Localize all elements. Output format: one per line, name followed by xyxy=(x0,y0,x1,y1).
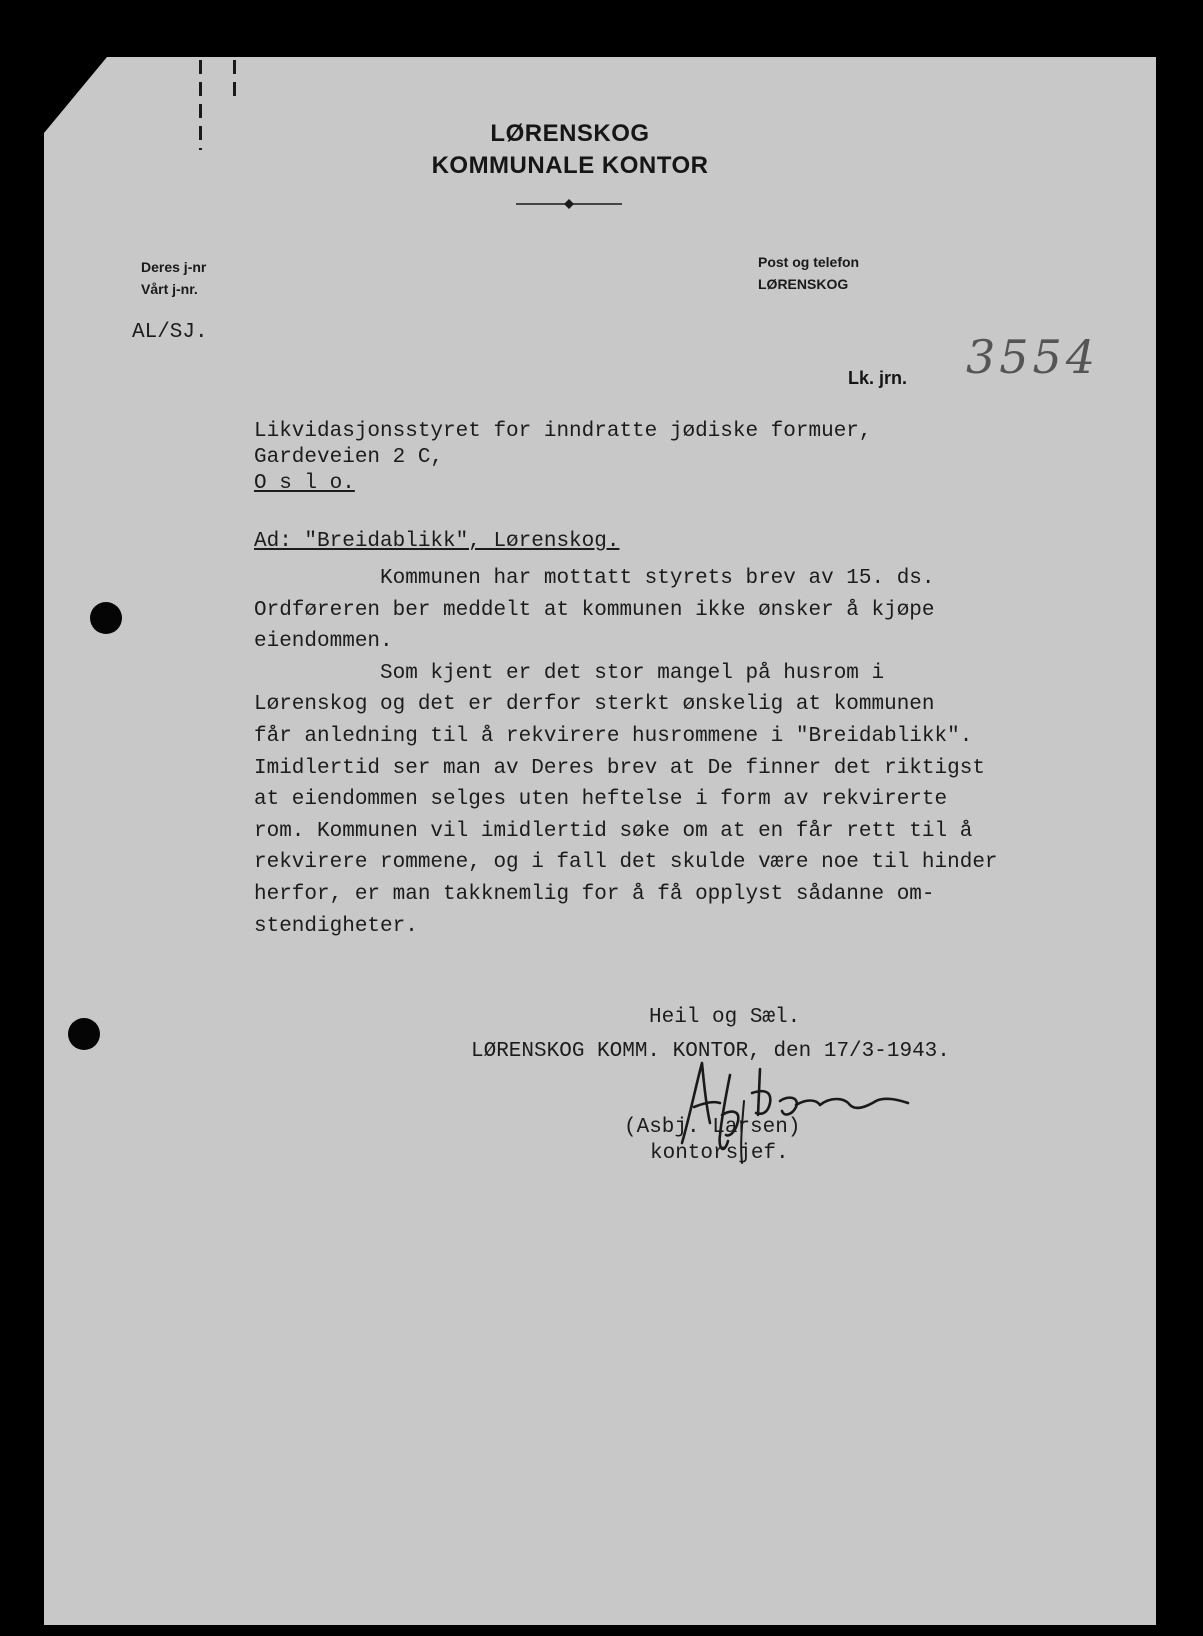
deres-jnr-label: Deres j-nr xyxy=(141,259,207,275)
vart-jnr-label: Vårt j-nr. xyxy=(141,281,198,297)
recipient-line-1: Likvidasjonsstyret for inndratte jødiske formuer, xyxy=(254,420,872,443)
signatory-name: (Asbj. Larsen) xyxy=(624,1116,801,1139)
post-telefon-place: LØRENSKOG xyxy=(758,276,849,292)
closing-greeting: Heil og Sæl. xyxy=(649,1006,801,1029)
letterhead xyxy=(360,118,780,182)
letterhead-ornament xyxy=(516,199,622,209)
body-line: rom. Kommunen vil imidlertid søke om at en får rett til å xyxy=(254,819,973,843)
subject-line: Ad: "Breidablikk", Lørenskog. xyxy=(254,530,620,553)
punch-hole xyxy=(90,602,122,634)
letter-body xyxy=(254,563,1074,942)
closing-place-date: LØRENSKOG KOMM. KONTOR, den 17/3-1943. xyxy=(471,1040,950,1063)
punch-hole xyxy=(68,1018,100,1050)
body-line: Ordføreren ber meddelt at kommunen ikke ønsker å kjøpe xyxy=(254,598,935,622)
recipient-line-3: O s l o. xyxy=(254,472,355,495)
recipient-line-2: Gardeveien 2 C, xyxy=(254,446,444,469)
bleed-through-marks xyxy=(199,60,202,150)
body-line: Imidlertid ser man av Deres brev at De finner det riktigst xyxy=(254,756,985,780)
journal-label: Lk. jrn. xyxy=(848,368,908,388)
body-line: Kommunen har mottatt styrets brev av 15. ds. xyxy=(254,567,935,590)
letterhead-line-2: KOMMUNALE KONTOR xyxy=(431,152,709,179)
body-line: eiendommen. xyxy=(254,630,393,654)
body-line: rekvirere rommene, og i fall det skulde være noe til hinder xyxy=(254,851,998,875)
signatory-title: kontorsjef. xyxy=(650,1142,789,1165)
body-line: får anledning til å rekvirere husrommene i "Breidablikk". xyxy=(254,724,973,748)
body-line: herfor, er man takknemlig for å få opplyst sådanne om- xyxy=(254,882,935,906)
post-telefon-label: Post og telefon xyxy=(758,254,860,270)
body-line: at eiendommen selges uten heftelse i form av rekvirerte xyxy=(254,788,948,812)
body-line: stendigheter. xyxy=(254,914,418,938)
vart-jnr-value: AL/SJ. xyxy=(132,321,208,344)
body-line: Lørenskog og det er derfor sterkt ønskelig at kommunen xyxy=(254,693,935,717)
body-line: Som kjent er det stor mangel på husrom i xyxy=(254,661,885,685)
letterhead-line-1: LØRENSKOG xyxy=(490,120,650,147)
journal-number: 3554 xyxy=(966,330,1100,384)
bleed-through-marks xyxy=(233,60,236,100)
